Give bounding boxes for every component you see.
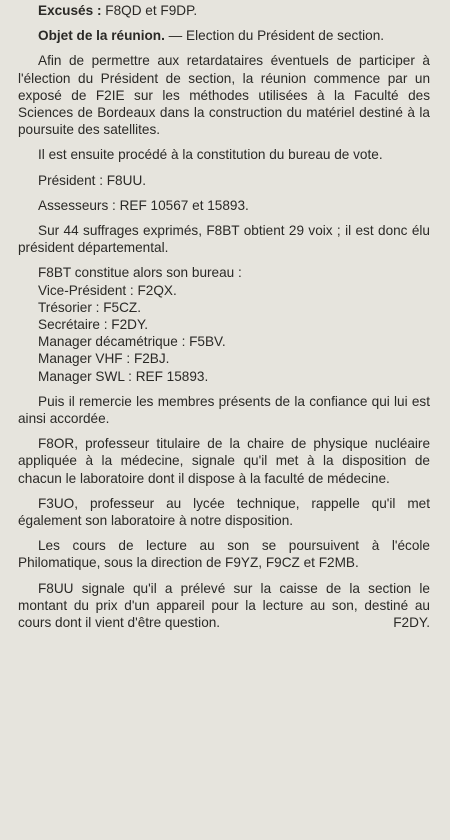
paragraph-6: F8OR, professeur titulaire de la chaire de physique nucléaire appliquée à la médecine, signale qu'il met à la disposition de chacun le laboratoire dont il dispose à la faculté de médecine. xyxy=(18,436,430,486)
vote-office xyxy=(18,172,430,214)
paragraph-1: Afin de permettre aux retardataires éventuels de participer à l'élection du Président de section, la réunion commence par un exposé de F2IE sur les méthodes utilisées à la Faculté des Sciences de Bordeaux dans la construction du matériel destiné à la poursuite des satellites. xyxy=(18,53,430,138)
paragraph-7: F3UO, professeur au lycée technique, rappelle qu'il met également son laboratoire à notre disposition. xyxy=(18,495,430,529)
bureau-item: Manager SWL : REF 15893. xyxy=(38,368,209,384)
signature: F2DY. xyxy=(393,615,430,631)
bureau-list xyxy=(18,264,430,384)
assesseurs-line: Assesseurs : REF 10567 et 15893. xyxy=(38,197,249,213)
paragraph-2: Il est ensuite procédé à la constitution du bureau de vote. xyxy=(38,147,383,163)
bureau-item: Manager VHF : F2BJ. xyxy=(38,351,170,367)
bureau-item: Secrétaire : F2DY. xyxy=(38,317,149,333)
excuses-label: Excusés : xyxy=(38,3,102,18)
paragraph-9-text: F8UU signale qu'il a prélevé sur la caisse de la section le montant du prix d'un appareil pour la lecture au son, destiné au cours dont il vient d'être question. xyxy=(18,580,430,631)
objet-paragraph xyxy=(18,27,430,44)
objet-label: Objet de la réunion. xyxy=(38,28,165,44)
bureau-item: Manager décamétrique : F5BV. xyxy=(38,334,226,350)
bureau-item: Trésorier : F5CZ. xyxy=(38,299,141,315)
bureau-intro: F8BT constitue alors son bureau : xyxy=(38,265,242,281)
excuses-line xyxy=(18,2,430,19)
objet-text: — Election du Président de section. xyxy=(168,28,385,44)
president-line: Président : F8UU. xyxy=(38,172,147,188)
excuses-text: F8QD et F9DP. xyxy=(105,3,198,18)
paragraph-9 xyxy=(18,580,430,632)
bureau-item: Vice-Président : F2QX. xyxy=(38,282,177,298)
paragraph-3: Sur 44 suffrages exprimés, F8BT obtient 29 voix ; il est donc élu président départemental. xyxy=(18,223,430,256)
paragraph-5: Puis il remercie les membres présents de la confiance qui lui est ainsi accordée. xyxy=(18,393,430,427)
paragraph-8: Les cours de lecture au son se poursuivent à l'école Philomatique, sous la direction de F9YZ, F9CZ et F2MB. xyxy=(18,538,430,571)
